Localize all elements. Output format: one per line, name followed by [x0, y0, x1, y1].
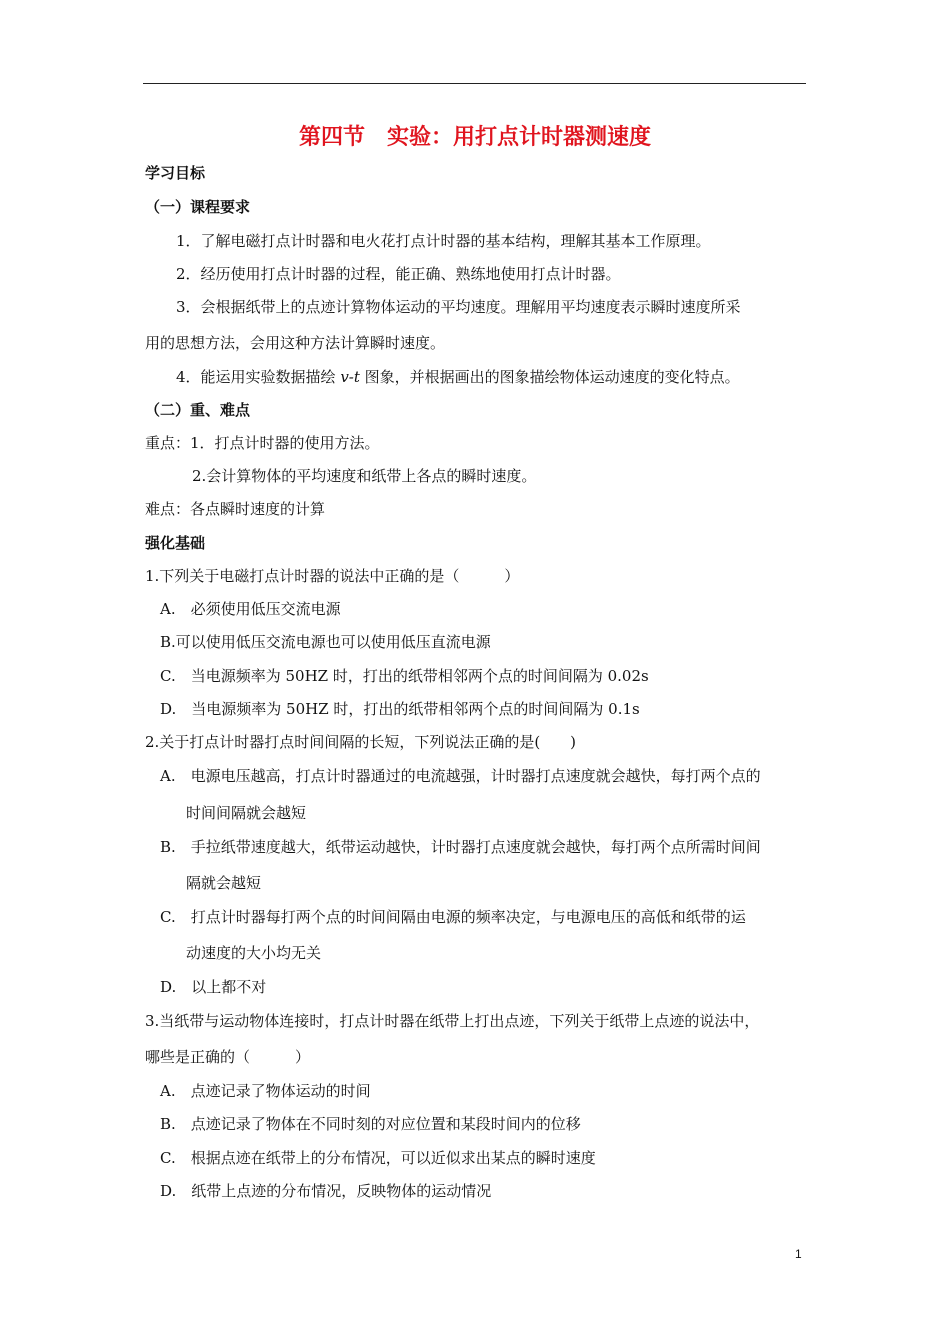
key-point-1: 重点：1．打点计时器的使用方法。 [145, 434, 380, 452]
requirement-2: 2．经历使用打点计时器的过程，能正确、熟练地使用打点计时器。 [176, 265, 621, 283]
difficulty: 难点：各点瞬时速度的计算 [145, 500, 326, 518]
question-2-option-a-line-1: A. 电源电压越高，打点计时器通过的电流越强，计时器打点速度就会越快，每打两个点的 [160, 767, 761, 785]
requirement-4-text-pre: 4．能运用实验数据描绘 [176, 368, 341, 386]
question-3-line-1: 3.当纸带与运动物体连接时，打点计时器在纸带上打出点迹，下列关于纸带上点迹的说法中， [145, 1012, 760, 1030]
question-2-option-b-line-2: 隔就会越短 [186, 874, 262, 892]
requirement-3-line-2: 用的思想方法，会用这种方法计算瞬时速度。 [145, 334, 446, 352]
question-3-option-b: B. 点迹记录了物体在不同时刻的对应位置和某段时间内的位移 [160, 1115, 581, 1133]
question-2: 2.关于打点计时器打点时间间隔的长短，下列说法正确的是( ) [145, 733, 577, 751]
requirement-3-line-1: 3．会根据纸带上的点迹计算物体运动的平均速度。理解用平均速度表示瞬时速度所采 [176, 298, 741, 316]
question-3-line-2: 哪些是正确的（ ） [145, 1048, 311, 1066]
question-3-option-a: A. 点迹记录了物体运动的时间 [160, 1082, 371, 1100]
page-number: 1 [795, 1247, 802, 1261]
question-1-option-c: C. 当电源频率为 50HZ 时，打出的纸带相邻两个点的时间间隔为 0.02s [160, 667, 649, 685]
question-1-option-b: B.可以使用低压交流电源也可以使用低压直流电源 [160, 633, 491, 651]
question-1-option-a: A. 必须使用低压交流电源 [160, 600, 341, 618]
header-rule [143, 83, 806, 84]
strengthen-heading: 强化基础 [145, 534, 206, 552]
question-1: 1.下列关于电磁打点计时器的说法中正确的是（ ） [145, 567, 520, 585]
question-2-option-b-line-1: B. 手拉纸带速度越大，纸带运动越快，计时器打点速度就会越快，每打两个点所需时间间 [160, 838, 761, 856]
requirement-4 [176, 367, 740, 387]
page-title: 第四节 实验：用打点计时器测速度 [298, 125, 651, 150]
vt-symbol: v-t [340, 368, 360, 386]
key-points-heading: （二）重、难点 [145, 401, 251, 419]
course-heading: （一）课程要求 [145, 198, 251, 216]
question-2-option-c-line-2: 动速度的大小均无关 [186, 944, 322, 962]
question-1-option-d: D. 当电源频率为 50HZ 时，打出的纸带相邻两个点的时间间隔为 0.1s [160, 700, 640, 718]
requirement-1: 1．了解电磁打点计时器和电火花打点计时器的基本结构，理解其基本工作原理。 [176, 232, 711, 250]
question-2-option-d: D. 以上都不对 [160, 978, 267, 996]
question-2-option-a-line-2: 时间间隔就会越短 [186, 804, 307, 822]
key-point-2: 2.会计算物体的平均速度和纸带上各点的瞬时速度。 [192, 467, 537, 485]
question-2-option-c-line-1: C. 打点计时器每打两个点的时间间隔由电源的频率决定，与电源电压的高低和纸带的运 [160, 908, 746, 926]
requirement-4-text-post: 图象，并根据画出的图象描绘物体运动速度的变化特点。 [359, 368, 740, 386]
question-3-option-c: C. 根据点迹在纸带上的分布情况，可以近似求出某点的瞬时速度 [160, 1149, 596, 1167]
objectives-heading: 学习目标 [145, 164, 206, 182]
question-3-option-d: D. 纸带上点迹的分布情况，反映物体的运动情况 [160, 1182, 492, 1200]
